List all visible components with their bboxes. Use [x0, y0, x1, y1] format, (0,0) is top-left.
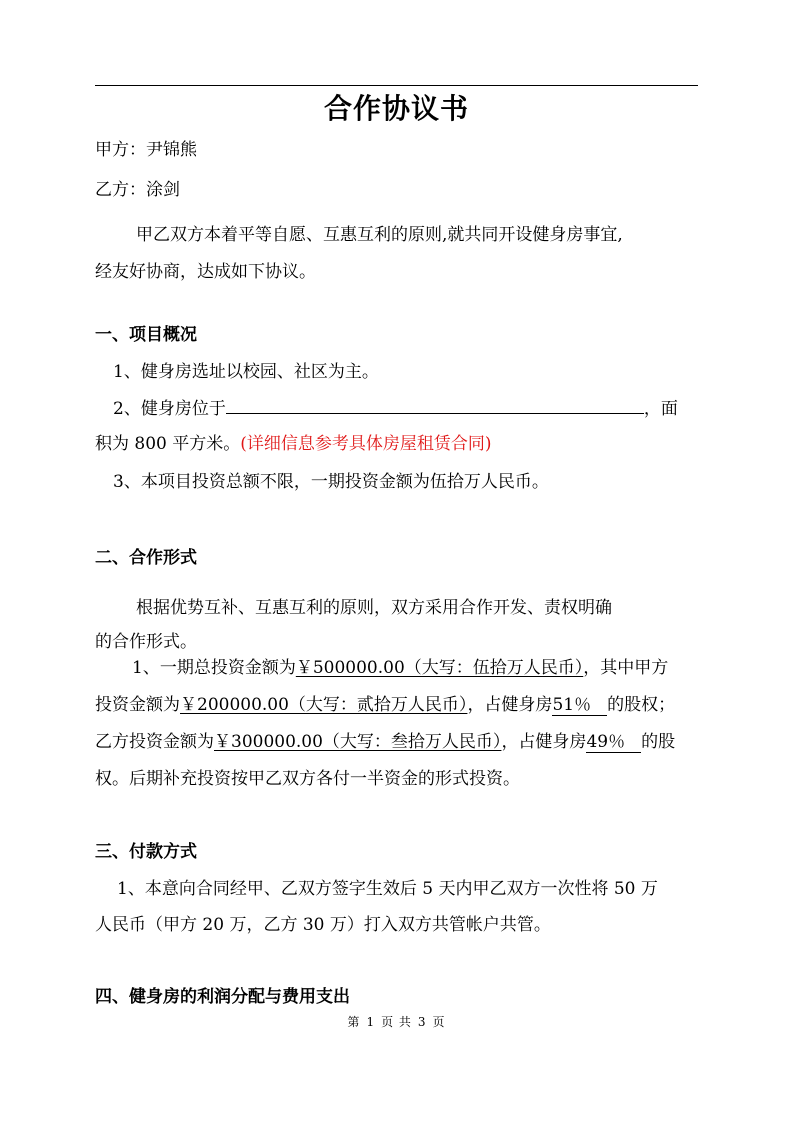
section-2-item-1-line-3: [95, 729, 705, 755]
total-page-number: 3: [417, 1015, 427, 1029]
party-b-invest-prefix: 乙方投资金额为: [95, 732, 214, 752]
party-b-line: [95, 177, 705, 203]
section-1-item-2: [113, 396, 723, 422]
party-a-share-prefix: ，占健身房: [467, 695, 553, 715]
section-1-item-1: 1、健身房选址以校园、社区为主。: [113, 362, 379, 382]
section-3-line-1: 1、本意向合同经甲、乙双方签字生效后 5 天内甲乙双方一次性将 50 万: [117, 879, 658, 899]
party-a-invest-prefix: 投资金额为: [95, 695, 180, 715]
party-a-label: 甲方：: [95, 140, 146, 160]
party-a-share-suffix: 的股权；: [607, 695, 676, 715]
address-blank: [226, 397, 644, 414]
item-2-prefix: 2、健身房位于: [113, 399, 226, 419]
section-2-item-1-line-4: 权。后期补充投资按甲乙双方各付一半资金的形式投资。: [95, 769, 520, 789]
footer-mid: 页 共: [381, 1015, 412, 1029]
party-b-share-suffix: 的股: [641, 732, 676, 752]
section-1-item-2-cont: [95, 431, 705, 457]
section-2-para-line-1: 根据优势互补、互惠互利的原则，双方采用合作开发、责权明确: [136, 598, 612, 618]
party-a-invest-amount: ￥200000.00（大写：贰拾万人民币）: [180, 695, 468, 715]
section-2-para-line-2: 的合作形式。: [95, 632, 197, 652]
item-2-suffix: ，面: [643, 399, 678, 419]
section-3-line-2: 人民币（甲方 20 万，乙方 30 万）打入双方共管帐户共管。: [95, 915, 551, 935]
section-3-heading: 三、付款方式: [95, 842, 197, 862]
total-invest-prefix: 1、一期总投资金额为: [132, 658, 296, 678]
party-b-label: 乙方：: [95, 180, 146, 200]
footer-suffix: 页: [432, 1015, 446, 1029]
section-2-item-1-line-1: [132, 655, 742, 681]
party-b-invest-amount: ￥300000.00（大写：叁拾万人民币）: [214, 732, 502, 752]
page-footer: [0, 1013, 793, 1030]
party-a-name: 尹锦熊: [146, 140, 197, 160]
party-b-share-percent: 49％: [586, 732, 641, 753]
document-title: 合作协议书: [323, 92, 469, 125]
footer-prefix: 第: [347, 1015, 361, 1029]
lease-note: (详细信息参考具体房屋租赁合同): [240, 434, 492, 454]
total-invest-amount: ￥500000.00（大写：伍拾万人民币）: [295, 658, 584, 678]
section-2-item-1-line-2: [95, 692, 705, 718]
section-2-heading: 二、合作形式: [95, 548, 197, 568]
party-b-name: 涂剑: [146, 180, 180, 200]
intro-line-2: 经友好协商，达成如下协议。: [95, 262, 316, 282]
section-4-heading: 四、健身房的利润分配与费用支出: [95, 987, 350, 1007]
header-rule: [95, 85, 698, 86]
total-invest-suffix: ，其中甲方: [583, 658, 669, 678]
party-b-share-prefix: ，占健身房: [501, 732, 587, 752]
area-text: 积为 800 平方米。: [95, 434, 241, 454]
section-1-heading: 一、项目概况: [95, 325, 197, 345]
current-page-number: 1: [366, 1015, 376, 1029]
party-a-share-percent: 51％: [552, 695, 607, 716]
intro-line-1: 甲乙双方本着平等自愿、互惠互利的原则,就共同开设健身房事宜,: [136, 225, 623, 245]
section-1-item-3: 3、本项目投资总额不限，一期投资金额为伍拾万人民币。: [113, 472, 549, 492]
party-a-line: [95, 137, 705, 163]
